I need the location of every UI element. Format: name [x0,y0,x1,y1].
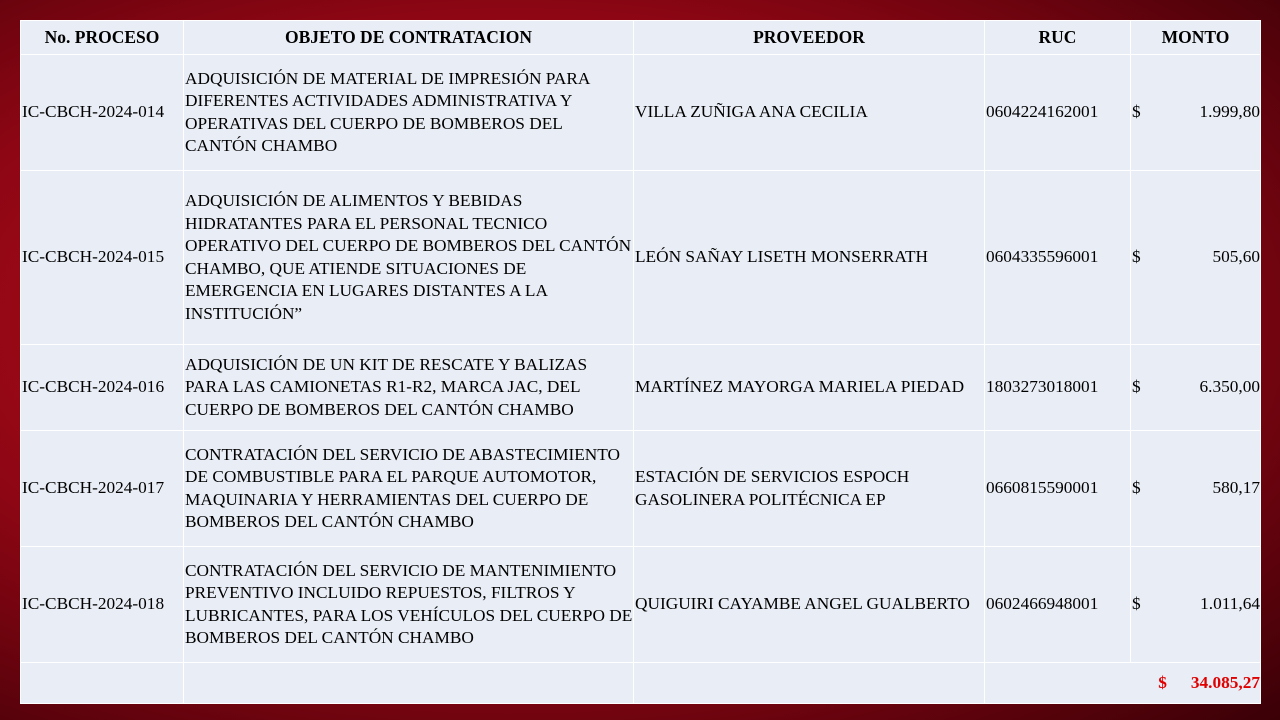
ruc-cell: 1803273018001 [985,345,1131,431]
currency-symbol: $ [1132,102,1141,122]
proveedor-cell: MARTÍNEZ MAYORGA MARIELA PIEDAD [634,345,985,431]
table-row [21,547,1261,663]
header-ruc: RUC [985,21,1131,55]
table-row [21,345,1261,431]
total-value: 34.085,27 [1190,672,1260,692]
monto-cell [1131,55,1261,171]
table-row [21,431,1261,547]
objeto-cell: ADQUISICIÓN DE UN KIT DE RESCATE Y BALIZAS PARA LAS CAMIONETAS R1-R2, MARCA JAC, DEL CUERPO DE BOMBEROS DEL CANTÓN CHAMBO [184,345,634,431]
objeto-cell: ADQUISICIÓN DE ALIMENTOS Y BEBIDAS HIDRATANTES PARA EL PERSONAL TECNICO OPERATIVO DEL CUERPO DE BOMBEROS DEL CANTÓN CHAMBO, QUE ATIENDE SITUACIONES DE EMERGENCIA EN LUGARES DISTANTES A LA INSTITUCIÓN” [184,171,634,345]
ruc-cell: 0604224162001 [985,55,1131,171]
header-monto: MONTO [1131,21,1261,55]
currency-symbol: $ [1132,478,1141,498]
currency-symbol: $ [1132,377,1141,397]
header-proveedor: PROVEEDOR [634,21,985,55]
proceso-cell: IC-CBCH-2024-015 [21,171,184,345]
proveedor-cell: LEÓN SAÑAY LISETH MONSERRATH [634,171,985,345]
ruc-cell: 0602466948001 [985,547,1131,663]
empty-cell [21,663,184,704]
proceso-cell: IC-CBCH-2024-014 [21,55,184,171]
table-row [21,171,1261,345]
proveedor-cell: ESTACIÓN DE SERVICIOS ESPOCH GASOLINERA POLITÉCNICA EP [634,431,985,547]
objeto-cell: CONTRATACIÓN DEL SERVICIO DE ABASTECIMIENTO DE COMBUSTIBLE PARA EL PARQUE AUTOMOTOR, MAQUINARIA Y HERRAMIENTAS DEL CUERPO DE BOMBEROS DEL CANTÓN CHAMBO [184,431,634,547]
header-row [21,21,1261,55]
ruc-cell: 0660815590001 [985,431,1131,547]
objeto-cell: CONTRATACIÓN DEL SERVICIO DE MANTENIMIENTO PREVENTIVO INCLUIDO REPUESTOS, FILTROS Y LUBRICANTES, PARA LOS VEHÍCULOS DEL CUERPO DE BOMBEROS DEL CANTÓN CHAMBO [184,547,634,663]
currency-symbol: $ [1132,594,1141,614]
proceso-cell: IC-CBCH-2024-017 [21,431,184,547]
header-objeto: OBJETO DE CONTRATACION [184,21,634,55]
monto-cell [1131,345,1261,431]
monto-cell [1131,547,1261,663]
monto-value: 580,17 [1212,478,1260,498]
monto-cell [1131,171,1261,345]
proveedor-cell: QUIGUIRI CAYAMBE ANGEL GUALBERTO [634,547,985,663]
procurement-table [20,20,1261,704]
monto-value: 1.011,64 [1200,594,1260,614]
total-row [21,663,1261,704]
empty-cell [634,663,985,704]
monto-cell [1131,431,1261,547]
proveedor-cell: VILLA ZUÑIGA ANA CECILIA [634,55,985,171]
objeto-cell: ADQUISICIÓN DE MATERIAL DE IMPRESIÓN PARA DIFERENTES ACTIVIDADES ADMINISTRATIVA Y OPERATIVAS DEL CUERPO DE BOMBEROS DEL CANTÓN CHAMBO [184,55,634,171]
ruc-cell: 0604335596001 [985,171,1131,345]
proceso-cell: IC-CBCH-2024-016 [21,345,184,431]
monto-value: 1.999,80 [1199,102,1260,122]
monto-value: 505,60 [1212,247,1260,267]
currency-symbol: $ [1132,247,1141,267]
header-proceso: No. PROCESO [21,21,184,55]
proceso-cell: IC-CBCH-2024-018 [21,547,184,663]
table-row [21,55,1261,171]
empty-cell [184,663,634,704]
monto-value: 6.350,00 [1199,377,1260,397]
total-currency-symbol: $ [1158,672,1167,692]
total-cell [985,663,1261,704]
